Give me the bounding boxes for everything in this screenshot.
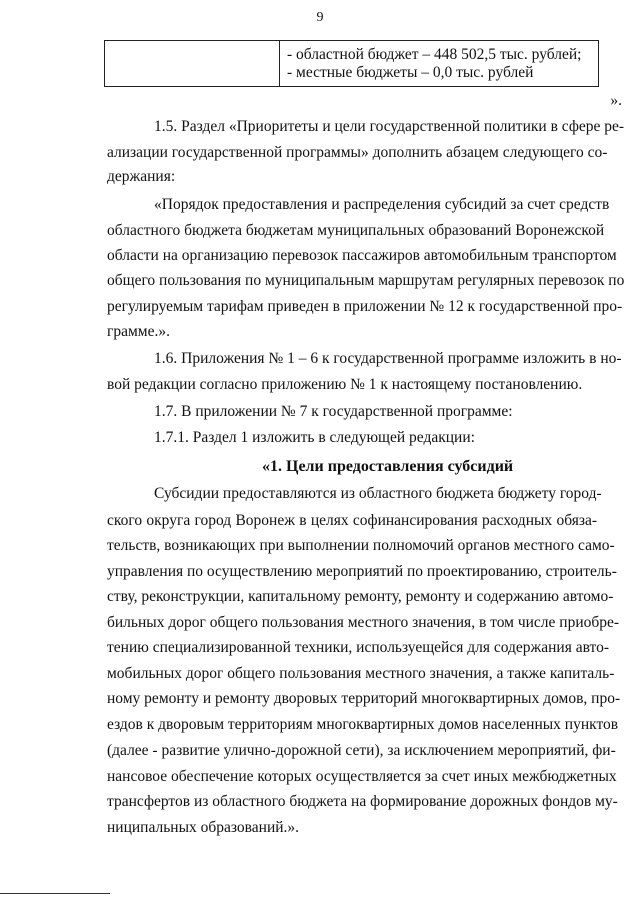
text-line: 1.6. Приложения № 1 – 6 к государственной программе изложить в но- <box>154 350 622 367</box>
text-line: 1.7. В приложении № 7 к государственной программе: <box>154 403 513 420</box>
text-line: нансовое обеспечение которых осуществляется за счет иных межбюджетных <box>107 768 617 785</box>
text-line: ализации государственной программы» дополнить абзацем следующего со- <box>107 144 608 161</box>
text-line: тельств, возникающих при выполнении полномочий органов местного само- <box>107 537 615 554</box>
budget-table-fragment <box>104 40 599 87</box>
section-heading: «1. Цели предоставления субсидий <box>262 458 514 475</box>
page-number: 9 <box>316 10 324 25</box>
text-line: области на организацию перевозок пассажиров автомобильным транспортом <box>107 247 617 264</box>
text-line: грамме.». <box>107 323 170 340</box>
text-line: регулируемым тарифам приведен в приложении № 12 к государственной про- <box>107 298 623 315</box>
text-line: бильных дорог общего пользования местного значения, в том числе приобре- <box>107 614 620 631</box>
text-line: «Порядок предоставления и распределения субсидий за счет средств <box>154 196 610 213</box>
footnote-separator <box>0 893 110 894</box>
text-line: мобильных дорог общего пользования местного значения, а также капиталь- <box>107 665 615 682</box>
text-line: общего пользования по муниципальным маршрутам регулярных перевозок по <box>107 272 625 289</box>
text-line: тению специализированной техники, используещейся для содержания авто- <box>107 639 610 656</box>
table-cell-line: - местные бюджеты – 0,0 тыс. рублей <box>287 64 534 81</box>
text-line: 1.7.1. Раздел 1 изложить в следующей редакции: <box>154 429 475 446</box>
text-line: Субсидии предоставляются из областного бюджета бюджету город- <box>154 485 602 502</box>
table-column-divider <box>279 41 280 86</box>
text-line: областного бюджета бюджетам муниципальных образований Воронежской <box>107 222 605 239</box>
text-line: ному ремонту и ремонту дворовых территорий многоквартирных домов, про- <box>107 690 621 707</box>
text-line: 1.5. Раздел «Приоритеты и цели государственной политики в сфере ре- <box>154 118 625 135</box>
table-right-cell <box>287 46 582 82</box>
text-line: вой редакции согласно приложению № 1 к настоящему постановлению. <box>107 376 583 393</box>
text-line: ского округа город Воронеж в целях софинансирования расходных обяза- <box>107 512 597 529</box>
closing-quote: ». <box>610 92 622 109</box>
text-line: ездов к дворовым территориям многоквартирных домов населенных пунктов <box>107 716 619 733</box>
text-line: (далее - развитие улично-дорожной сети), за исключением мероприятий, фи- <box>107 742 616 759</box>
text-line: ству, реконструкции, капитальному ремонту, ремонту и содержанию автомо- <box>107 588 614 605</box>
text-line: управления по осуществлению мероприятий по проектированию, строитель- <box>107 563 617 580</box>
text-line: ниципальных образований.». <box>107 819 300 836</box>
text-line: трансфертов из областного бюджета на формирование дорожных фондов му- <box>107 793 618 810</box>
table-cell-line: - областной бюджет – 448 502,5 тыс. рублей; <box>287 46 582 63</box>
text-line: держания: <box>107 168 176 185</box>
